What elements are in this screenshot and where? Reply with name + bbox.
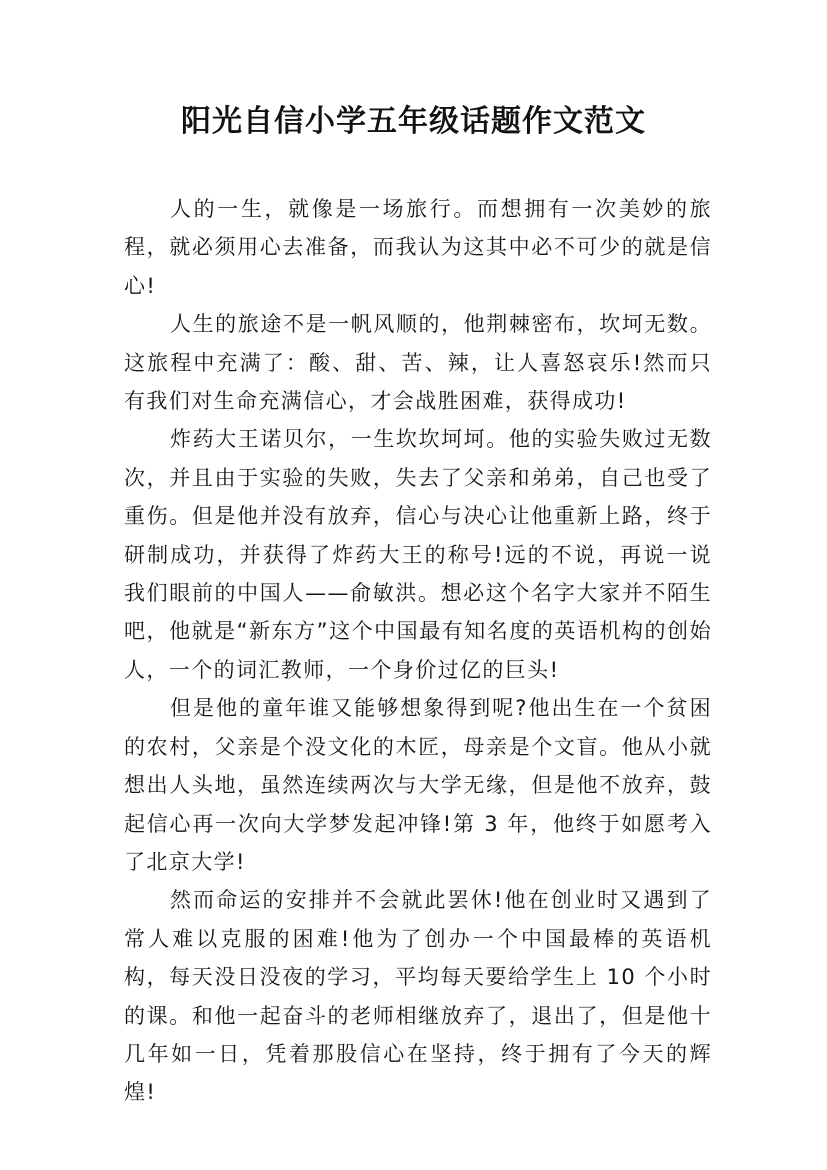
paragraph-3: 炸药大王诺贝尔，一生坎坎坷坷。他的实验失败过无数次，并且由于实验的失败，失去了父亲和弟弟，自己也受了重伤。但是他并没有放弃，信心与决心让他重新上路，终于研制成功，并获得了炸药大王的称号!远的不说，再说一说我们眼前的中国人——俞敏洪。想必这个名字大家并不陌生吧，他就是“新东方”这个中国最有知名度的英语机构的创始人，一个的词汇教师，一个身价过亿的巨头! [124, 427, 712, 682]
paragraph-4: 但是他的童年谁又能够想象得到呢?他出生在一个贫困的农村，父亲是个没文化的木匠，母亲是个文盲。他从小就想出人头地，虽然连续两次与大学无缘，但是他不放弃，鼓起信心再一次向大学梦发起冲锋!第 3 年，他终于如愿考入了北京大学! [124, 696, 712, 874]
document-title: 阳光自信小学五年级话题作文范文 [181, 104, 646, 139]
paragraph-1: 人的一生，就像是一场旅行。而想拥有一次美妙的旅程，就必须用心去准备，而我认为这其中必不可少的就是信心! [124, 197, 712, 298]
paragraph-2: 人生的旅途不是一帆风顺的，他荆棘密布，坎坷无数。这旅程中充满了：酸、甜、苦、辣，让人喜怒哀乐!然而只有我们对生命充满信心，才会战胜困难，获得成功! [124, 312, 712, 414]
document-body [124, 190, 712, 1112]
paragraph-5: 然而命运的安排并不会就此罢休!他在创业时又遇到了常人难以克服的困难!他为了创办一个中国最棒的英语机构，每天没日没夜的学习，平均每天要给学生上 10 个小时的课。和他一起奋斗的老师相继放弃了，退出了，但是他十几年如一日，凭着那股信心在坚持，终于拥有了今天的辉煌! [124, 888, 712, 1105]
